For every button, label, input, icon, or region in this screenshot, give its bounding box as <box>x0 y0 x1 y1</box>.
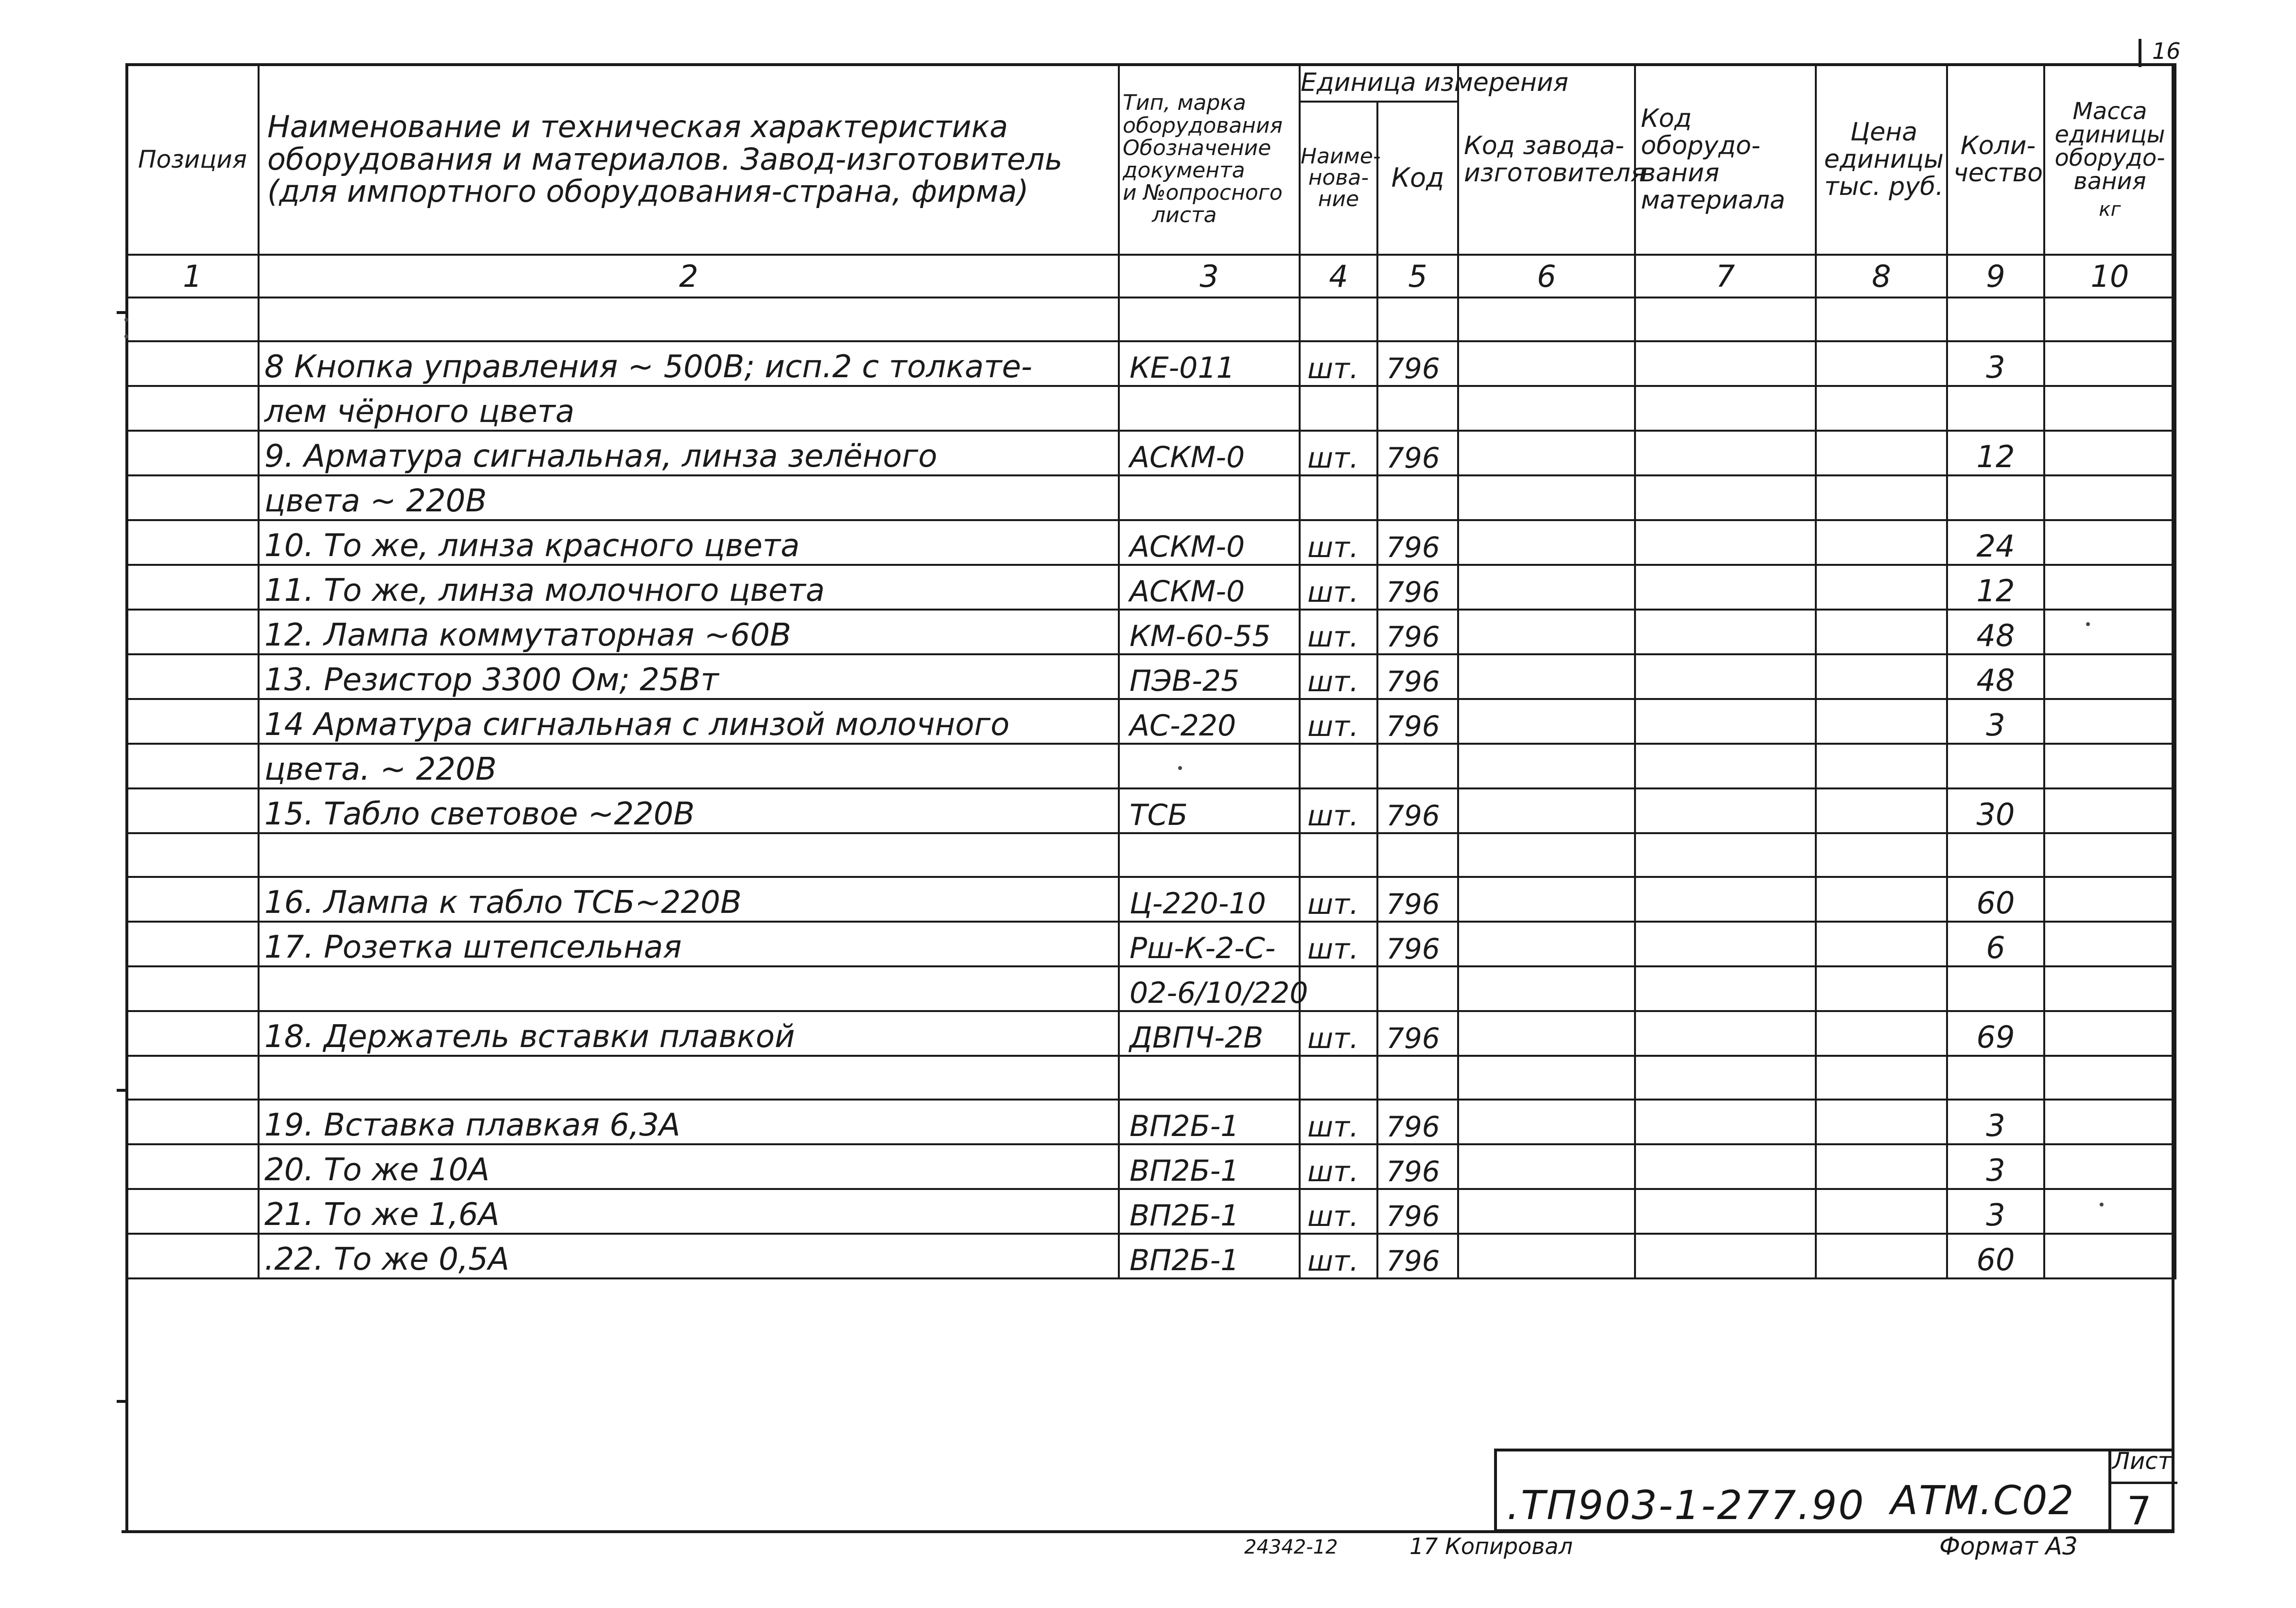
item-name-text: 16. Лампа к табло ТСБ~220В <box>264 885 761 922</box>
item-type-cell: АСКМ-0 <box>1119 431 1300 475</box>
equipment-code-cell <box>1635 654 1816 699</box>
quantity-cell: 3 <box>1947 1144 2044 1189</box>
scan-speck <box>124 318 128 322</box>
header-unit-code: Код <box>1377 102 1458 255</box>
table-row <box>126 386 2175 431</box>
quantity-cell: 24 <box>1947 520 2044 565</box>
item-name-cell <box>259 610 1119 654</box>
equipment-code-cell <box>1635 520 1816 565</box>
table-row <box>126 833 2175 877</box>
unit-code-cell: 796 <box>1377 520 1458 565</box>
unit-code-cell: 796 <box>1377 1189 1458 1234</box>
equipment-code-cell <box>1635 1144 1816 1189</box>
equipment-code-cell <box>1635 610 1816 654</box>
price-cell <box>1816 833 1947 877</box>
unit-name-cell: шт. <box>1300 1011 1377 1056</box>
position-cell <box>126 1189 259 1234</box>
header-unit-group: Единица измерения <box>1300 64 1458 102</box>
equipment-code-cell <box>1635 386 1816 431</box>
item-type-cell: ВП2Б-1 <box>1119 1100 1300 1144</box>
unit-name-cell <box>1300 1056 1377 1100</box>
item-name-cell <box>259 966 1119 1011</box>
position-cell <box>126 1144 259 1189</box>
inventory-number: 24342-12 <box>1244 1536 1338 1558</box>
unit-code-cell <box>1377 744 1458 788</box>
price-cell <box>1816 1056 1947 1100</box>
quantity-cell: 48 <box>1947 610 2044 654</box>
mass-cell <box>2044 1189 2175 1234</box>
table-row <box>126 610 2175 654</box>
equipment-code-cell <box>1635 565 1816 610</box>
factory-code-cell <box>1458 1189 1635 1234</box>
item-name-cell <box>259 1056 1119 1100</box>
quantity-cell: 12 <box>1947 431 2044 475</box>
unit-name-cell: шт. <box>1300 654 1377 699</box>
position-cell <box>126 297 259 341</box>
factory-code-cell <box>1458 1011 1635 1056</box>
item-name-cell <box>259 788 1119 833</box>
position-cell <box>126 520 259 565</box>
table-row <box>126 966 2175 1011</box>
position-cell <box>126 1234 259 1278</box>
header-mass-unit: кг <box>2099 198 2121 221</box>
factory-code-cell <box>1458 520 1635 565</box>
equipment-code-cell <box>1635 744 1816 788</box>
item-name-cell <box>259 431 1119 475</box>
item-type-cell: КЕ-011 <box>1119 341 1300 386</box>
quantity-cell <box>1947 297 2044 341</box>
unit-name-cell: шт. <box>1300 788 1377 833</box>
header-factory-code: Код завода- изготовителя <box>1458 64 1635 255</box>
table-row <box>126 922 2175 966</box>
factory-code-cell <box>1458 966 1635 1011</box>
item-name-text: цвета. ~ 220В <box>264 752 516 789</box>
table-row <box>126 1056 2175 1100</box>
unit-code-cell <box>1377 386 1458 431</box>
position-cell <box>126 922 259 966</box>
scan-speck <box>1178 766 1182 770</box>
quantity-cell: 60 <box>1947 1234 2044 1278</box>
unit-code-cell: 796 <box>1377 699 1458 744</box>
item-name-cell <box>259 1189 1119 1234</box>
factory-code-cell <box>1458 699 1635 744</box>
item-name-text: 11. То же, линза молочного цвета <box>264 573 844 610</box>
item-name-cell <box>259 475 1119 520</box>
column-number: 5 <box>1377 255 1458 297</box>
sheet-number: 7 <box>2127 1488 2152 1534</box>
price-cell <box>1816 520 1947 565</box>
item-type-cell: КМ-60-55 <box>1119 610 1300 654</box>
item-type-cell <box>1119 386 1300 431</box>
mass-cell <box>2044 966 2175 1011</box>
copy-note: 17 Копировал <box>1409 1533 1573 1559</box>
mass-cell <box>2044 341 2175 386</box>
table-row <box>126 744 2175 788</box>
item-type-cell: Рш-К-2-С- <box>1119 922 1300 966</box>
unit-code-cell <box>1377 1056 1458 1100</box>
unit-code-cell <box>1377 966 1458 1011</box>
table-row <box>126 877 2175 922</box>
item-type-cell: АС-220 <box>1119 699 1300 744</box>
price-cell <box>1816 1234 1947 1278</box>
quantity-cell: 30 <box>1947 788 2044 833</box>
item-type-cell: АСКМ-0 <box>1119 520 1300 565</box>
item-type-cell <box>1119 744 1300 788</box>
unit-code-cell: 796 <box>1377 788 1458 833</box>
table-row <box>126 341 2175 386</box>
item-type-cell: АСКМ-0 <box>1119 565 1300 610</box>
position-cell <box>126 610 259 654</box>
column-numbers-row <box>126 255 2175 297</box>
unit-name-cell: шт. <box>1300 1144 1377 1189</box>
factory-code-cell <box>1458 431 1635 475</box>
price-cell <box>1816 1100 1947 1144</box>
table-row <box>126 565 2175 610</box>
mass-cell <box>2044 654 2175 699</box>
specification-table <box>125 63 2176 1508</box>
quantity-cell: 48 <box>1947 654 2044 699</box>
table-row <box>126 699 2175 744</box>
item-name-text: цвета ~ 220В <box>264 483 506 521</box>
price-cell <box>1816 1144 1947 1189</box>
position-cell <box>126 341 259 386</box>
header-position: Позиция <box>126 64 259 255</box>
unit-name-cell: шт. <box>1300 520 1377 565</box>
unit-name-cell <box>1300 475 1377 520</box>
position-cell <box>126 565 259 610</box>
position-cell <box>126 1011 259 1056</box>
table-row <box>126 475 2175 520</box>
position-cell <box>126 877 259 922</box>
factory-code-cell <box>1458 475 1635 520</box>
quantity-cell: 69 <box>1947 1011 2044 1056</box>
sheet-label: Лист <box>2112 1448 2172 1475</box>
table-row <box>126 788 2175 833</box>
price-cell <box>1816 1189 1947 1234</box>
quantity-cell: 6 <box>1947 922 2044 966</box>
equipment-code-cell <box>1635 341 1816 386</box>
price-cell <box>1816 1011 1947 1056</box>
table-row <box>126 1234 2175 1278</box>
scan-speck <box>2086 622 2090 626</box>
equipment-code-cell <box>1635 1189 1816 1234</box>
quantity-cell <box>1947 475 2044 520</box>
table-row <box>126 431 2175 475</box>
price-cell <box>1816 788 1947 833</box>
item-type-cell <box>1119 475 1300 520</box>
position-cell <box>126 788 259 833</box>
equipment-code-cell <box>1635 431 1816 475</box>
quantity-cell: 3 <box>1947 1189 2044 1234</box>
unit-code-cell: 796 <box>1377 922 1458 966</box>
item-name-text: 21. То же 1,6А <box>264 1197 519 1234</box>
item-name-text: 8 Кнопка управления ~ 500В; исп.2 с толкате- <box>264 349 1052 386</box>
item-name-cell <box>259 520 1119 565</box>
mass-cell <box>2044 1100 2175 1144</box>
factory-code-cell <box>1458 610 1635 654</box>
quantity-cell: 12 <box>1947 565 2044 610</box>
equipment-code-cell <box>1635 1100 1816 1144</box>
unit-name-cell <box>1300 744 1377 788</box>
mass-cell <box>2044 520 2175 565</box>
factory-code-cell <box>1458 788 1635 833</box>
equipment-code-cell <box>1635 922 1816 966</box>
sheet-box-divider <box>2111 1482 2177 1484</box>
item-type-cell: ВП2Б-1 <box>1119 1144 1300 1189</box>
item-name-text: .22. То же 0,5А <box>264 1241 529 1279</box>
position-cell <box>126 1056 259 1100</box>
table-row <box>126 654 2175 699</box>
table-row <box>126 1144 2175 1189</box>
quantity-cell <box>1947 744 2044 788</box>
item-type-cell: ВП2Б-1 <box>1119 1234 1300 1278</box>
factory-code-cell <box>1458 386 1635 431</box>
mass-cell <box>2044 1234 2175 1278</box>
item-name-cell <box>259 565 1119 610</box>
column-number: 1 <box>126 255 259 297</box>
quantity-cell: 3 <box>1947 1100 2044 1144</box>
mass-cell <box>2044 386 2175 431</box>
item-name-text: 12. Лампа коммутаторная ~60В <box>264 617 811 655</box>
equipment-code-cell <box>1635 966 1816 1011</box>
unit-code-cell: 796 <box>1377 341 1458 386</box>
mass-cell <box>2044 744 2175 788</box>
quantity-cell: 60 <box>1947 877 2044 922</box>
column-number: 2 <box>259 255 1119 297</box>
price-cell <box>1816 922 1947 966</box>
position-cell <box>126 966 259 1011</box>
item-name-cell <box>259 1234 1119 1278</box>
unit-code-cell <box>1377 297 1458 341</box>
item-name-cell <box>259 699 1119 744</box>
page-number: 16 <box>2152 38 2181 64</box>
mass-cell <box>2044 297 2175 341</box>
item-type-cell: 02-6/10/220 <box>1119 966 1300 1011</box>
item-name-text: 10. То же, линза красного цвета <box>264 528 819 565</box>
sheet-format: Формат А3 <box>1939 1532 2078 1560</box>
equipment-code-cell <box>1635 877 1816 922</box>
item-name-text: 18. Держатель вставки плавкой <box>264 1019 814 1056</box>
unit-code-cell: 796 <box>1377 1011 1458 1056</box>
item-type-cell <box>1119 297 1300 341</box>
item-type-cell <box>1119 1056 1300 1100</box>
unit-name-cell <box>1300 833 1377 877</box>
document-code: .ТП903-1-277.90 <box>1507 1483 1865 1529</box>
price-cell <box>1816 475 1947 520</box>
item-name-text: 9. Арматура сигнальная, линза зелёного <box>264 438 957 476</box>
equipment-code-cell <box>1635 833 1816 877</box>
unit-code-cell: 796 <box>1377 1100 1458 1144</box>
unit-name-cell: шт. <box>1300 699 1377 744</box>
factory-code-cell <box>1458 1144 1635 1189</box>
equipment-code-cell <box>1635 699 1816 744</box>
position-cell <box>126 833 259 877</box>
price-cell <box>1816 341 1947 386</box>
mass-cell <box>2044 788 2175 833</box>
document-suffix: АТМ.С02 <box>1891 1478 2075 1524</box>
item-name-text: 14 Арматура сигнальная с линзой молочного <box>264 707 1029 744</box>
unit-name-cell: шт. <box>1300 565 1377 610</box>
column-number: 7 <box>1635 255 1816 297</box>
item-type-cell <box>1119 833 1300 877</box>
unit-name-cell: шт. <box>1300 1189 1377 1234</box>
table-row <box>126 1011 2175 1056</box>
factory-code-cell <box>1458 1234 1635 1278</box>
factory-code-cell <box>1458 341 1635 386</box>
item-name-text: 13. Резистор 3300 Ом; 25Вт <box>264 662 738 699</box>
factory-code-cell <box>1458 744 1635 788</box>
position-cell <box>126 699 259 744</box>
unit-code-cell: 796 <box>1377 1234 1458 1278</box>
unit-code-cell: 796 <box>1377 431 1458 475</box>
mass-cell <box>2044 1056 2175 1100</box>
price-cell <box>1816 431 1947 475</box>
item-name-text: 20. То же 10А <box>264 1152 509 1189</box>
quantity-cell <box>1947 386 2044 431</box>
factory-code-cell <box>1458 565 1635 610</box>
mass-cell <box>2044 1144 2175 1189</box>
mass-cell <box>2044 833 2175 877</box>
mass-cell <box>2044 699 2175 744</box>
unit-code-cell: 796 <box>1377 610 1458 654</box>
unit-name-cell: шт. <box>1300 610 1377 654</box>
mass-cell <box>2044 877 2175 922</box>
factory-code-cell <box>1458 833 1635 877</box>
item-name-cell <box>259 1144 1119 1189</box>
quantity-cell <box>1947 833 2044 877</box>
specification-rows <box>126 297 2175 1278</box>
unit-name-cell: шт. <box>1300 1234 1377 1278</box>
column-number: 10 <box>2044 255 2175 297</box>
unit-code-cell: 796 <box>1377 654 1458 699</box>
equipment-code-cell <box>1635 1056 1816 1100</box>
item-name-text: 17. Розетка штепсельная <box>264 929 701 967</box>
item-type-cell: Ц-220-10 <box>1119 877 1300 922</box>
table-row <box>126 297 2175 341</box>
column-number: 6 <box>1458 255 1635 297</box>
equipment-code-cell <box>1635 475 1816 520</box>
column-number: 9 <box>1947 255 2044 297</box>
item-name-cell <box>259 833 1119 877</box>
header-equipment-code: Код оборудо- вания материала <box>1635 64 1816 255</box>
unit-name-cell: шт. <box>1300 341 1377 386</box>
price-cell <box>1816 654 1947 699</box>
position-cell <box>126 386 259 431</box>
quantity-cell <box>1947 1056 2044 1100</box>
table-row <box>126 1100 2175 1144</box>
mass-cell <box>2044 565 2175 610</box>
equipment-code-cell <box>1635 1234 1816 1278</box>
factory-code-cell <box>1458 297 1635 341</box>
header-mass: Масса единицы оборудо- вания кг <box>2044 64 2175 255</box>
item-name-text: 15. Табло световое ~220В <box>264 796 714 834</box>
unit-name-cell: шт. <box>1300 1100 1377 1144</box>
unit-code-cell <box>1377 475 1458 520</box>
unit-code-cell: 796 <box>1377 1144 1458 1189</box>
column-number: 4 <box>1300 255 1377 297</box>
column-number: 8 <box>1816 255 1947 297</box>
header-type: Тип, марка оборудования Обозначение документа и №опросного листа <box>1119 64 1300 255</box>
position-cell <box>126 431 259 475</box>
item-name-cell <box>259 1011 1119 1056</box>
position-cell <box>126 1100 259 1144</box>
mass-cell <box>2044 1011 2175 1056</box>
position-cell <box>126 475 259 520</box>
price-cell <box>1816 877 1947 922</box>
item-name-cell <box>259 297 1119 341</box>
unit-name-cell: шт. <box>1300 922 1377 966</box>
price-cell <box>1816 966 1947 1011</box>
item-name-cell <box>259 1100 1119 1144</box>
mass-cell <box>2044 431 2175 475</box>
price-cell <box>1816 297 1947 341</box>
mass-cell <box>2044 922 2175 966</box>
unit-code-cell: 796 <box>1377 877 1458 922</box>
item-type-cell: ТСБ <box>1119 788 1300 833</box>
position-cell <box>126 654 259 699</box>
scan-speck <box>124 334 128 338</box>
unit-name-cell <box>1300 386 1377 431</box>
item-name-cell <box>259 386 1119 431</box>
item-name-cell <box>259 922 1119 966</box>
header-name: Наименование и техническая характеристика оборудования и материалов. Завод-изготовитель (для импортного оборудования-страна, фирма) <box>259 64 1119 255</box>
table-row <box>126 520 2175 565</box>
table-row <box>126 1189 2175 1234</box>
item-name-cell <box>259 877 1119 922</box>
quantity-cell: 3 <box>1947 699 2044 744</box>
item-type-cell: ДВПЧ-2В <box>1119 1011 1300 1056</box>
item-name-text: 19. Вставка плавкая 6,3А <box>264 1107 700 1145</box>
price-cell <box>1816 386 1947 431</box>
equipment-code-cell <box>1635 297 1816 341</box>
equipment-code-cell <box>1635 1011 1816 1056</box>
price-cell <box>1816 610 1947 654</box>
factory-code-cell <box>1458 877 1635 922</box>
header-quantity: Коли- чество <box>1947 64 2044 255</box>
unit-code-cell <box>1377 833 1458 877</box>
mass-cell <box>2044 475 2175 520</box>
item-name-cell <box>259 654 1119 699</box>
scan-speck <box>2100 1203 2104 1206</box>
factory-code-cell <box>1458 1056 1635 1100</box>
item-type-cell: ПЭВ-25 <box>1119 654 1300 699</box>
item-name-cell <box>259 744 1119 788</box>
unit-code-cell: 796 <box>1377 565 1458 610</box>
factory-code-cell <box>1458 1100 1635 1144</box>
quantity-cell <box>1947 966 2044 1011</box>
price-cell <box>1816 744 1947 788</box>
factory-code-cell <box>1458 922 1635 966</box>
price-cell <box>1816 565 1947 610</box>
price-cell <box>1816 699 1947 744</box>
unit-name-cell: шт. <box>1300 431 1377 475</box>
item-name-text: лем чёрного цвета <box>264 394 594 431</box>
header-price: Цена единицы тыс. руб. <box>1816 64 1947 255</box>
unit-name-cell <box>1300 966 1377 1011</box>
item-type-cell: ВП2Б-1 <box>1119 1189 1300 1234</box>
header-unit-name: Наиме- нова- ние <box>1300 102 1377 255</box>
quantity-cell: 3 <box>1947 341 2044 386</box>
factory-code-cell <box>1458 654 1635 699</box>
position-cell <box>126 744 259 788</box>
equipment-code-cell <box>1635 788 1816 833</box>
column-number: 3 <box>1119 255 1300 297</box>
item-name-cell <box>259 341 1119 386</box>
unit-name-cell: шт. <box>1300 877 1377 922</box>
unit-name-cell <box>1300 297 1377 341</box>
mass-cell <box>2044 610 2175 654</box>
